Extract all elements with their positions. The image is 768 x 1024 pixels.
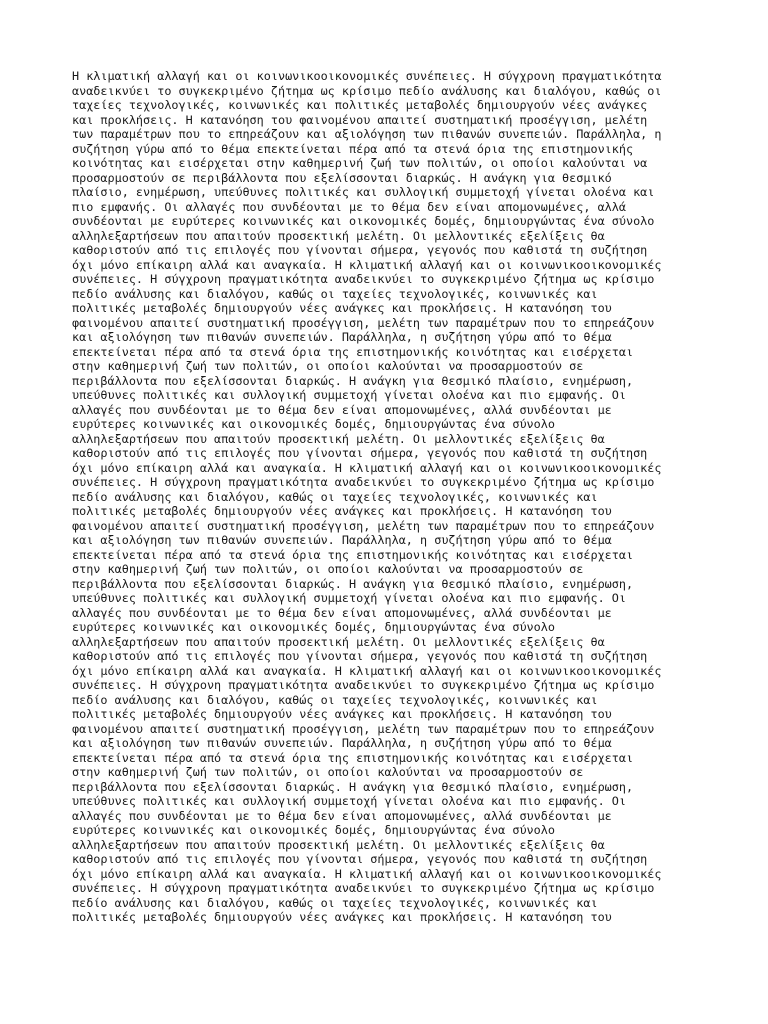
text-line: φαινομένου απαιτεί συστηματική προσέγγιση, μελέτη των παραμέτρων που το επηρεάζουν (72, 721, 655, 736)
text-line: αλληλεξαρτήσεων που απαιτούν προσεκτική μελέτη. Οι μελλοντικές εξελίξεις θα (72, 837, 605, 852)
text-line: πολιτικές μεταβολές δημιουργούν νέες ανάγκες και προκλήσεις. Η κατανόηση του (72, 504, 612, 518)
text-line: όχι μόνο επίκαιρη αλλά και αναγκαία. Η κλιματική αλλαγή και οι κοινωνικοοικονομικές (72, 257, 662, 272)
text-line: υπεύθυνες πολιτικές και συλλογική συμμετοχή γίνεται ολοένα και πιο εμφανής. Οι (72, 794, 626, 808)
text-line: πεδίο ανάλυσης και διαλόγου, καθώς οι ταχείες τεχνολογικές, κοινωνικές και (72, 692, 598, 707)
text-line: πεδίο ανάλυσης και διαλόγου, καθώς οι ταχείες τεχνολογικές, κοινωνικές και (72, 489, 598, 504)
text-line: συζήτηση γύρω από το θέμα επεκτείνεται πέρα από τα στενά όρια της επιστημονικής (72, 141, 634, 156)
text-line: πεδίο ανάλυσης και διαλόγου, καθώς οι ταχείες τεχνολογικές, κοινωνικές και (72, 286, 598, 301)
text-line: στην καθημερινή ζωή των πολιτών, οι οποίοι καλούνται να προσαρμοστούν σε (72, 562, 584, 576)
text-line: και αξιολόγηση των πιθανών συνεπειών. Παράλληλα, η συζήτηση γύρω από το θέμα (72, 736, 612, 750)
text-line: και αξιολόγηση των πιθανών συνεπειών. Παράλληλα, η συζήτηση γύρω από το θέμα (72, 533, 612, 547)
text-line: στην καθημερινή ζωή των πολιτών, οι οποίοι καλούνται να προσαρμοστούν σε (72, 359, 584, 373)
text-line: συνέπειες. Η σύγχρονη πραγματικότητα αναδεικνύει το συγκεκριμένο ζήτημα ως κρίσιμο (72, 272, 655, 286)
text-line: συνδέονται με ευρύτερες κοινωνικές και οικονομικές δομές, δημιουργώντας ένα σύνολο (72, 214, 655, 228)
text-line: συνέπειες. Η σύγχρονη πραγματικότητα αναδεικνύει το συγκεκριμένο ζήτημα ως κρίσιμο (72, 475, 655, 489)
text-line: υπεύθυνες πολιτικές και συλλογική συμμετοχή γίνεται ολοένα και πιο εμφανής. Οι (72, 591, 626, 605)
text-line: πολιτικές μεταβολές δημιουργούν νέες ανάγκες και προκλήσεις. Η κατανόηση του (72, 910, 612, 924)
text-line: κοινότητας και εισέρχεται στην καθημερινή ζωή των πολιτών, οι οποίοι καλούνται να (72, 156, 648, 170)
text-line: συνέπειες. Η σύγχρονη πραγματικότητα αναδεικνύει το συγκεκριμένο ζήτημα ως κρίσιμο (72, 881, 655, 895)
text-line: όχι μόνο επίκαιρη αλλά και αναγκαία. Η κλιματική αλλαγή και οι κοινωνικοοικονομικές (72, 866, 662, 881)
text-line: καθοριστούν από τις επιλογές που γίνονται σήμερα, γεγονός που καθιστά τη συζήτηση (72, 649, 648, 663)
text-line: επεκτείνεται πέρα από τα στενά όρια της επιστημονικής κοινότητας και εισέρχεται (72, 750, 634, 765)
text-line: αλλαγές που συνδέονται με το θέμα δεν είναι απομονωμένες, αλλά συνδέονται με (72, 402, 612, 417)
text-line: καθοριστούν από τις επιλογές που γίνονται σήμερα, γεγονός που καθιστά τη συζήτηση (72, 446, 648, 460)
text-line: φαινομένου απαιτεί συστηματική προσέγγιση, μελέτη των παραμέτρων που το επηρεάζουν (72, 518, 655, 533)
text-line: καθοριστούν από τις επιλογές που γίνονται σήμερα, γεγονός που καθιστά τη συζήτηση (72, 852, 648, 866)
text-line: αλληλεξαρτήσεων που απαιτούν προσεκτική μελέτη. Οι μελλοντικές εξελίξεις θα (72, 431, 605, 446)
text-line: αλληλεξαρτήσεων που απαιτούν προσεκτική μελέτη. Οι μελλοντικές εξελίξεις θα (72, 634, 605, 649)
text-line: αλληλεξαρτήσεων που απαιτούν προσεκτική μελέτη. Οι μελλοντικές εξελίξεις θα (72, 228, 605, 243)
text-line: ευρύτερες κοινωνικές και οικονομικές δομές, δημιουργώντας ένα σύνολο (72, 620, 555, 634)
text-line: πολιτικές μεταβολές δημιουργούν νέες ανάγκες και προκλήσεις. Η κατανόηση του (72, 301, 612, 315)
text-line: ταχείες τεχνολογικές, κοινωνικές και πολιτικές μεταβολές δημιουργούν νέες ανάγκες (72, 98, 648, 112)
text-line: πιο εμφανής. Οι αλλαγές που συνδέονται με το θέμα δεν είναι απομονωμένες, αλλά (72, 199, 626, 214)
text-line: και προκλήσεις. Η κατανόηση του φαινομένου απαιτεί συστηματική προσέγγιση, μελέτη (72, 112, 648, 127)
text-line: αλλαγές που συνδέονται με το θέμα δεν είναι απομονωμένες, αλλά συνδέονται με (72, 605, 612, 620)
text-line: πλαίσιο, ενημέρωση, υπεύθυνες πολιτικές και συλλογική συμμετοχή γίνεται ολοένα και (72, 185, 655, 199)
text-line: επεκτείνεται πέρα από τα στενά όρια της επιστημονικής κοινότητας και εισέρχεται (72, 547, 634, 562)
text-line: αλλαγές που συνδέονται με το θέμα δεν είναι απομονωμένες, αλλά συνδέονται με (72, 808, 612, 823)
text-line: επεκτείνεται πέρα από τα στενά όρια της επιστημονικής κοινότητας και εισέρχεται (72, 344, 634, 359)
text-line: καθοριστούν από τις επιλογές που γίνονται σήμερα, γεγονός που καθιστά τη συζήτηση (72, 243, 648, 257)
text-line: πεδίο ανάλυσης και διαλόγου, καθώς οι ταχείες τεχνολογικές, κοινωνικές και (72, 895, 598, 910)
text-line: συνέπειες. Η σύγχρονη πραγματικότητα αναδεικνύει το συγκεκριμένο ζήτημα ως κρίσιμο (72, 678, 655, 692)
text-line: στην καθημερινή ζωή των πολιτών, οι οποίοι καλούνται να προσαρμοστούν σε (72, 765, 584, 779)
text-line: περιβάλλοντα που εξελίσσονται διαρκώς. Η ανάγκη για θεσμικό πλαίσιο, ενημέρωση, (72, 779, 634, 794)
text-line: των παραμέτρων που το επηρεάζουν και αξιολόγηση των πιθανών συνεπειών. Παράλληλα, η (72, 127, 662, 141)
text-line: υπεύθυνες πολιτικές και συλλογική συμμετοχή γίνεται ολοένα και πιο εμφανής. Οι (72, 388, 626, 402)
text-line: όχι μόνο επίκαιρη αλλά και αναγκαία. Η κλιματική αλλαγή και οι κοινωνικοοικονομικές (72, 663, 662, 678)
text-line: πολιτικές μεταβολές δημιουργούν νέες ανάγκες και προκλήσεις. Η κατανόηση του (72, 707, 612, 721)
text-line: φαινομένου απαιτεί συστηματική προσέγγιση, μελέτη των παραμέτρων που το επηρεάζουν (72, 315, 655, 330)
body-text (72, 69, 712, 925)
text-line: προσαρμοστούν σε περιβάλλοντα που εξελίσσονται διαρκώς. Η ανάγκη για θεσμικό (72, 170, 612, 185)
text-line: ευρύτερες κοινωνικές και οικονομικές δομές, δημιουργώντας ένα σύνολο (72, 417, 555, 431)
text-line: ευρύτερες κοινωνικές και οικονομικές δομές, δημιουργώντας ένα σύνολο (72, 823, 555, 837)
text-line: περιβάλλοντα που εξελίσσονται διαρκώς. Η ανάγκη για θεσμικό πλαίσιο, ενημέρωση, (72, 576, 634, 591)
text-line: όχι μόνο επίκαιρη αλλά και αναγκαία. Η κλιματική αλλαγή και οι κοινωνικοοικονομικές (72, 460, 662, 475)
text-line: αναδεικνύει το συγκεκριμένο ζήτημα ως κρίσιμο πεδίο ανάλυσης και διαλόγου, καθώς οι (72, 83, 662, 98)
text-line: και αξιολόγηση των πιθανών συνεπειών. Παράλληλα, η συζήτηση γύρω από το θέμα (72, 330, 612, 344)
text-line: Η κλιματική αλλαγή και οι κοινωνικοοικονομικές συνέπειες. Η σύγχρονη πραγματικότητα (72, 69, 662, 83)
text-line: περιβάλλοντα που εξελίσσονται διαρκώς. Η ανάγκη για θεσμικό πλαίσιο, ενημέρωση, (72, 373, 634, 388)
